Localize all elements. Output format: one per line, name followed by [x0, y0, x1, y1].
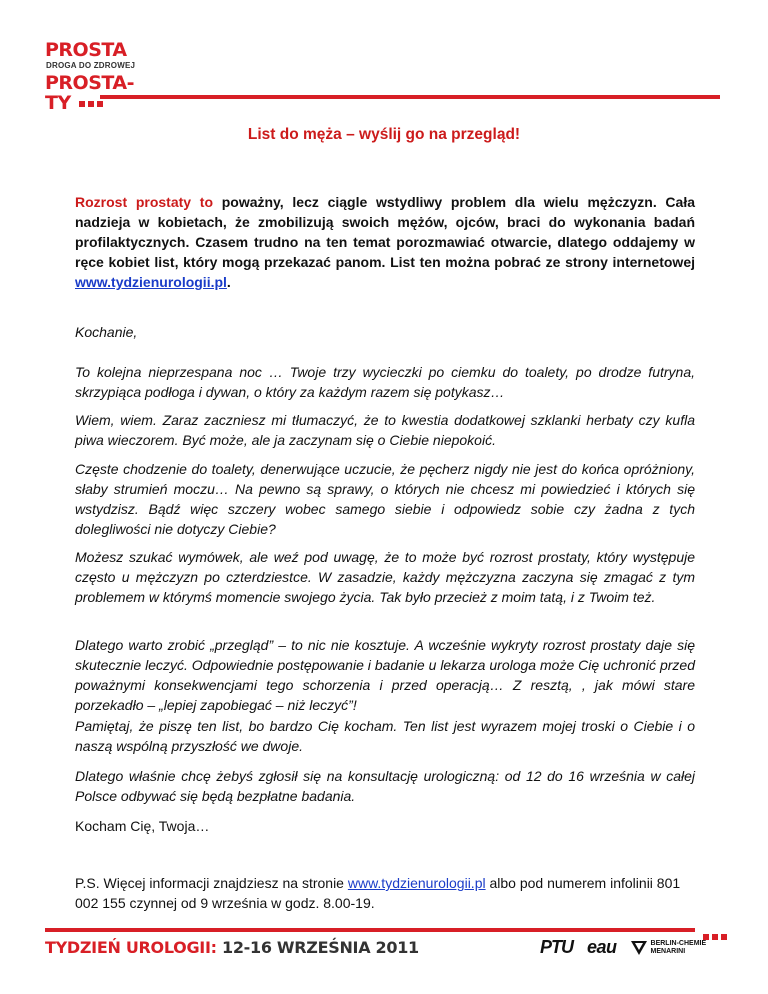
letter-paragraph-6: Pamiętaj, że piszę ten list, bo bardzo Cię kocham. Ten list jest wyrazem mojej troski o Ciebie i o naszą wspólną przyszłość we dwoje.: [75, 718, 695, 754]
ps-website-link[interactable]: www.tydzienurologii.pl: [347, 875, 486, 891]
event-label: TYDZIEŃ UROLOGII:: [45, 938, 217, 957]
postscript: P.S. Więcej informacji znajdziesz na stronie www.tydzienurologii.pl albo pod numerem infolinii 801 002 155 czynnej od 9 września w godz. 8.00-19.: [75, 875, 681, 911]
event-dates: 12-16 WRZEŚNIA 2011: [216, 938, 419, 957]
header-divider: [100, 95, 720, 99]
berlin-chemie-icon: [631, 941, 647, 955]
letter-greeting: Kochanie,: [75, 324, 138, 340]
intro-website-link[interactable]: www.tydzienurologii.pl: [75, 274, 227, 290]
header-squares-decoration: [76, 94, 103, 112]
logo-line2: PROSTA-: [45, 72, 134, 94]
event-banner: [45, 938, 419, 957]
logo-line3: TY: [45, 92, 71, 114]
letter-paragraph-2: Wiem, wiem. Zaraz zaczniesz mi tłumaczyć, że to kwestia dodatkowej szklanki herbaty czy kufla piwa wieczorem. Być może, ale ja zaczynam się o Ciebie niepokoić.: [75, 412, 695, 448]
letter-paragraph-1: To kolejna nieprzespana noc … Twoje trzy wycieczki po ciemku do toalety, po drodze futryna, skrzypiąca podłoga i dywan, o który za każdym razem się potykasz…: [75, 364, 695, 400]
logo-line1: PROSTA: [45, 39, 127, 61]
letter-paragraph-7: Dlatego właśnie chcę żebyś zgłosił się na konsultację urologiczną: od 12 do 16 września w całej Polsce odbywać się będą bezpłatne badania.: [75, 768, 695, 804]
intro-red-text: Rozrost prostaty to: [75, 194, 213, 210]
berlin-chemie-logo: BERLIN-CHEMIE MENARINI: [631, 940, 707, 956]
partner-logos: [540, 937, 706, 958]
letter-paragraph-5: Dlatego warto zrobić „przegląd” – to nic nie kosztuje. A wcześnie wykryty rozrost prostaty daje się skutecznie leczyć. Odpowiednie postępowanie i badanie u lekarza urologa może Cię uchronić przed poważnymi konsekwencjami tego schorzenia i przed operacją… Z resztą, , jak mówi stare porzekadło – „lepiej zapobiegać – niż leczyć”!: [75, 637, 695, 713]
intro-body: poważny, lecz ciągle wstydliwy problem dla wielu mężczyzn. Cała nadzieja w kobietach, że zmobilizują swoich mężów, ojców, braci do wykonania badań profilaktycznych. Czasem trudno na ten temat porozmawiać otwarcie, dlatego oddajemy w ręce kobiet list, który mogą przekazać panom. List ten można pobrać ze strony internetowej: [75, 194, 695, 270]
ptu-logo: PTU: [540, 937, 573, 957]
letter-signoff: Kocham Cię, Twoja…: [75, 818, 210, 834]
page-title: List do męża – wyślij go na przegląd!: [247, 126, 521, 143]
intro-end: .: [226, 274, 231, 290]
letter-paragraph-3: Częste chodzenie do toalety, denerwujące uczucie, że pęcherz nigdy nie jest do końca opróżniony, słaby strumień moczu… Na pewno są sprawy, o których nie chcesz mi powiedzieć i których się wstydzisz. Bądź więc szczery wobec samego siebie i odpowiedz sobie czy żadna z tych dolegliwości nie dotyczy Ciebie?: [75, 461, 695, 537]
eau-logo: eau: [587, 937, 617, 957]
letter-paragraph-4: Możesz szukać wymówek, ale weź pod uwagę, że to może być rozrost prostaty, który występuje często u mężczyzn po czterdziestce. W zasadzie, każdy mężczyzna zaczyna się zmagać z tym problemem w którymś momencie swojego życia. Tak było przecież z moim tatą, i z Twoim też.: [75, 549, 695, 605]
logo-tagline: DROGA DO ZDROWEJ: [46, 61, 136, 70]
intro-paragraph: [75, 192, 695, 292]
footer-divider: [45, 928, 695, 932]
